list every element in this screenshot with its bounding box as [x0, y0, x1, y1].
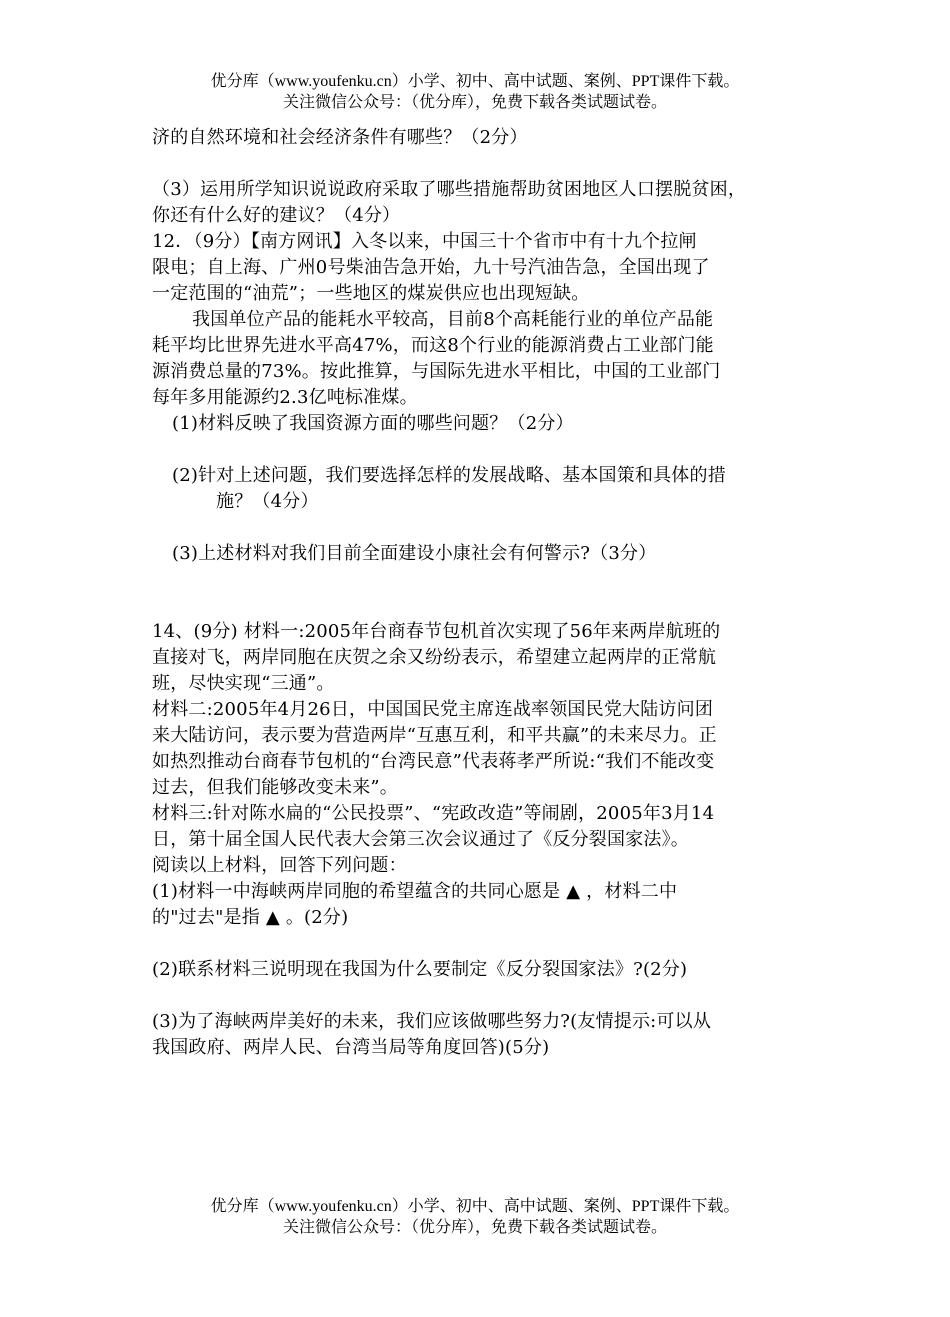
- question-14-3: (3)为了海峡两岸美好的未来，我们应该做哪些努力?(友情提示:可以从: [152, 1011, 712, 1032]
- text-line: 限电；自上海、广州0号柴油告急开始，九十号汽油告急，全国出现了: [152, 257, 710, 278]
- spacer: [152, 983, 812, 1009]
- question-14-2: (2)联系材料三说明现在我国为什么要制定《反分裂国家法》?(2分): [152, 959, 688, 980]
- spacer: [152, 151, 812, 177]
- question-11-3: （3）运用所学知识说说政府采取了哪些措施帮助贫困地区人口摆脱贫困，: [152, 179, 747, 200]
- page-footer: [0, 1196, 950, 1238]
- footer-line-2: 关注微信公众号：（优分库），免费下载各类试题试卷。: [282, 1219, 667, 1236]
- text-line: 直接对飞，两岸同胞在庆贺之余又纷纷表示，希望建立起两岸的正常航: [152, 647, 717, 668]
- spacer: [152, 437, 812, 463]
- question-14-heading: 14、(9分) 材料一:2005年台商春节包机首次实现了56年来两岸航班的: [152, 621, 721, 642]
- header-line-1: 优分库（www.youfenku.cn）小学、初中、高中试题、案例、PPT课件下载。: [210, 73, 740, 90]
- spacer: [152, 515, 812, 541]
- text-line: 我国单位产品的能耗水平较高，目前8个高耗能行业的单位产品能: [192, 309, 714, 330]
- question-14-1: (1)材料一中海峡两岸同胞的希望蕴含的共同心愿是 ▲ ，材料二中: [152, 881, 678, 902]
- spacer: [152, 931, 812, 957]
- text-line: 济的自然环境和社会经济条件有哪些？（2分）: [152, 127, 528, 148]
- text-line: 的"过去"是指 ▲ 。(2分): [152, 907, 349, 928]
- text-line: 来大陆访问，表示要为营造两岸“互惠互利，和平共赢”的未来尽力。正: [152, 725, 717, 746]
- material-3: 材料三:针对陈水扁的“公民投票”、“宪政改造”等闹剧，2005年3月14: [152, 803, 715, 824]
- text-line: 源消费总量的73%。按此推算，与国际先进水平相比，中国的工业部门: [152, 361, 721, 382]
- text-line: 施？（4分）: [216, 491, 319, 512]
- question-12-3: (3)上述材料对我们目前全面建设小康社会有何警示?（3分）: [172, 543, 657, 564]
- spacer: [152, 593, 812, 619]
- text-line: 阅读以上材料，回答下列问题：: [152, 855, 407, 876]
- text-line: 日，第十届全国人民代表大会第三次会议通过了《反分裂国家法》。: [152, 829, 689, 850]
- material-2: 材料二:2005年4月26日，中国国民党主席连战率领国民党大陆访问团: [152, 699, 714, 720]
- text-line: 一定范围的“油荒”；一些地区的煤炭供应也出现短缺。: [152, 283, 590, 304]
- text-line: 每年多用能源约2.3亿吨标准煤。: [152, 387, 418, 408]
- text-line: 班，尽快实现“三通”。: [152, 673, 335, 694]
- page-header: [0, 71, 950, 113]
- question-12-1: (1)材料反映了我国资源方面的哪些问题？（2分）: [172, 413, 574, 434]
- text-line: 耗平均比世界先进水平高47%，而这8个行业的能源消费占工业部门能: [152, 335, 714, 356]
- text-line: 我国政府、两岸人民、台湾当局等角度回答)(5分): [152, 1037, 550, 1058]
- text-line: 过去，但我们能够改变未来”。: [152, 777, 399, 798]
- text-line: 你还有什么好的建议？（4分）: [152, 205, 401, 226]
- spacer: [152, 567, 812, 593]
- document-body: [152, 125, 812, 1061]
- text-line: 如热烈推动台商春节包机的“台湾民意”代表蒋孝严所说:“我们不能改变: [152, 751, 715, 772]
- question-12-heading: 12．（9分）【南方网讯】入冬以来，中国三十个省市中有十九个拉闸: [152, 231, 697, 252]
- footer-line-1: 优分库（www.youfenku.cn）小学、初中、高中试题、案例、PPT课件下载。: [210, 1198, 740, 1215]
- question-12-2: (2)针对上述问题，我们要选择怎样的发展战略、基本国策和具体的措: [172, 465, 726, 486]
- header-line-2: 关注微信公众号：（优分库），免费下载各类试题试卷。: [282, 94, 667, 111]
